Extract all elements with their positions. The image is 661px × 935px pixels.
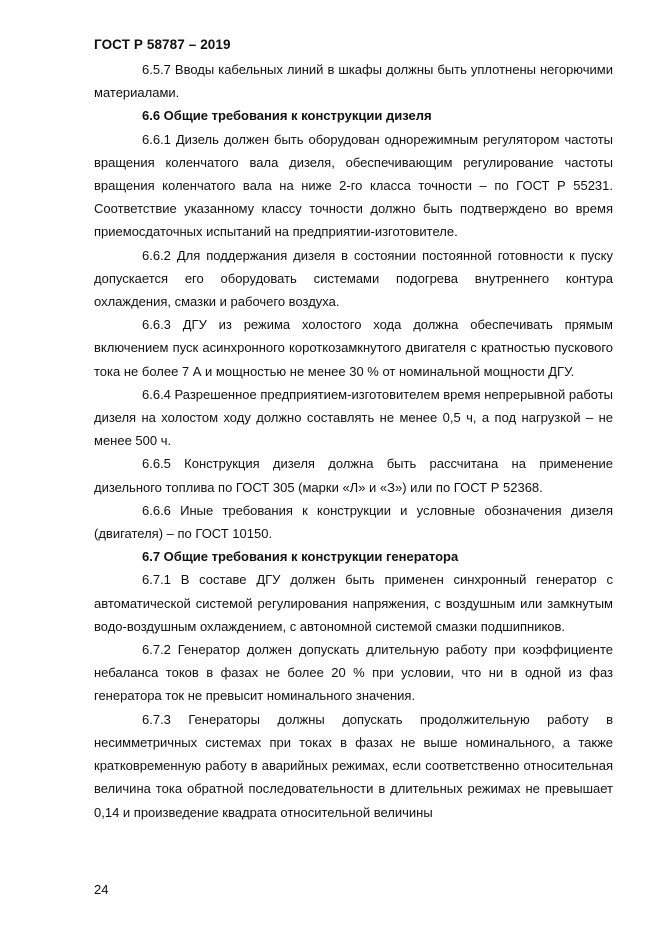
- paragraph-6-7-2: 6.7.2 Генератор должен допускать длительную работу при коэффициенте небаланса токов в фазах не более 20 % при условии, что ни в одной из фаз генератора ток не превысит номинального значения.: [94, 642, 613, 704]
- paragraph-6-5-7: 6.5.7 Вводы кабельных линий в шкафы должны быть уплотнены негорючими материалами.: [94, 62, 613, 101]
- paragraph-6-6-1: 6.6.1 Дизель должен быть оборудован однорежимным регулятором частоты вращения коленчатого вала дизеля, обеспечивающим регулирование частоты вращения коленчатого вала на ниже 2-го класса точности – по ГОСТ Р 55231. Соответствие указанному классу точности должно быть подтверждено во время приемосдаточных испытаний на предприятии-изготовителе.: [94, 131, 613, 240]
- document-body: [94, 58, 613, 824]
- paragraph-6-7-3: 6.7.3 Генераторы должны допускать продолжительную работу в несимметричных системах при токах в фазах не выше номинального, а также кратковременную работу в аварийных режимах, если соответственно относительная величина тока обратной последовательности в длительных режимах не превышает 0,14 и произведение квадрата относительной величины: [94, 711, 613, 820]
- section-heading-6-6: 6.6 Общие требования к конструкции дизеля: [142, 108, 432, 124]
- paragraph-6-6-6: 6.6.6 Иные требования к конструкции и условные обозначения дизеля (двигателя) – по ГОСТ 10150.: [94, 502, 613, 542]
- paragraph-6-7-1: 6.7.1 В составе ДГУ должен быть применен синхронный генератор с автоматической системой регулирования напряжения, с воздушным или замкнутым водо-воздушным охлаждением, с автономной системой смазки подшипников.: [94, 572, 613, 634]
- page-number: 24: [94, 882, 109, 897]
- section-heading-6-7: 6.7 Общие требования к конструкции генератора: [142, 549, 459, 565]
- paragraph-6-6-2: 6.6.2 Для поддержания дизеля в состоянии постоянной готовности к пуску допускается его оборудовать системами подогрева внутреннего контура охлаждения, смазки и рабочего воздуха.: [94, 247, 613, 310]
- paragraph-6-6-3: 6.6.3 ДГУ из режима холостого хода должна обеспечивать прямым включением пуск асинхронного короткозамкнутого двигателя с кратностью пускового тока не более 7 А и мощностью не менее 30 % от номинальной мощности ДГУ.: [94, 317, 613, 379]
- document-code-header: ГОСТ Р 58787 – 2019: [94, 37, 231, 52]
- paragraph-6-6-4: 6.6.4 Разрешенное предприятием-изготовителем время непрерывной работы дизеля на холостом ходу должно составлять не менее 0,5 ч, а под нагрузкой – не менее 500 ч.: [94, 386, 614, 449]
- paragraph-6-6-5: 6.6.5 Конструкция дизеля должна быть рассчитана на применение дизельного топлива по ГОСТ 305 (марки «Л» и «З») или по ГОСТ Р 52368.: [94, 456, 613, 495]
